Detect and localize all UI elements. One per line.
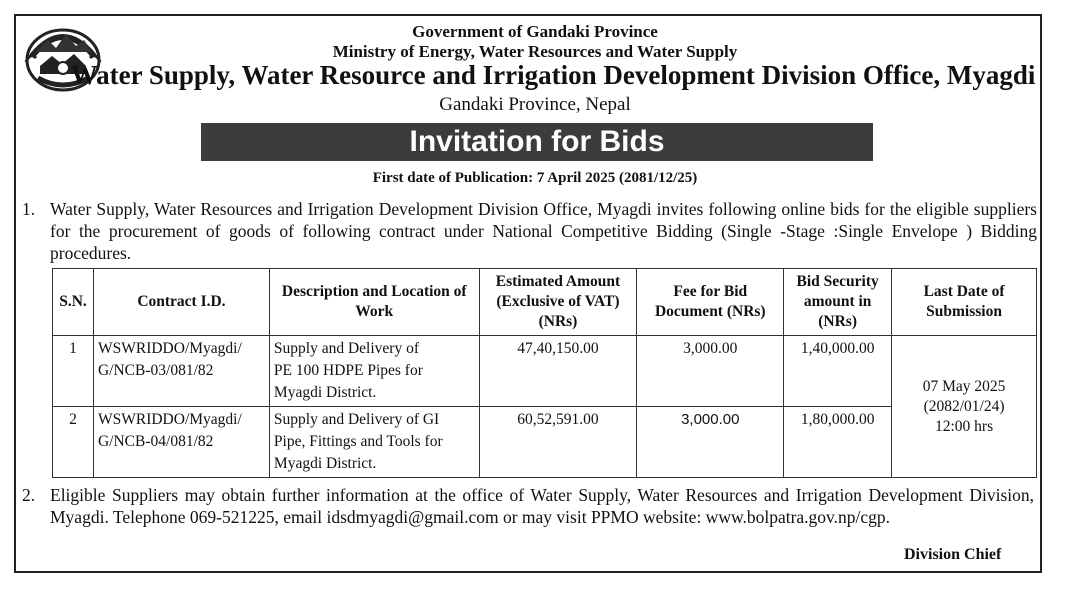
paragraph-text: Eligible Suppliers may obtain further information at the office of Water Supply, Water Resources and Irrigation Development Division, Myagdi. Telephone 069-521225, email idsdmyagdi@gmail.com or may visit PPMO website: www.bolpatra.gov.np/cgp.: [50, 485, 1034, 527]
paragraph-number: 2.: [22, 485, 36, 505]
header-estimated-amount: Estimated Amount (Exclusive of VAT) (NRs): [479, 269, 637, 336]
cell-sn: 2: [53, 407, 94, 478]
signature: Division Chief: [904, 546, 1002, 563]
contract-id-line: G/NCB-04/081/82: [97, 433, 214, 450]
paragraph-number: 1.: [22, 199, 36, 219]
bids-table: [52, 268, 1037, 478]
description-line: PE 100 HDPE Pipes for: [273, 362, 423, 379]
contract-id-line: G/NCB-03/081/82: [97, 362, 214, 379]
cell-sn: 1: [53, 336, 94, 407]
paragraph-text: Water Supply, Water Resources and Irrigation Development Division Office, Myagdi invites following online bids for the eligible suppliers for the procurement of goods of following contract under National Competitive Bidding (Single -Stage :Single Envelope ) Bidding procedures.: [50, 199, 1037, 263]
header-fee: Fee for Bid Document (NRs): [637, 269, 784, 336]
header-contract-id: Contract I.D.: [93, 269, 269, 336]
contract-id-line: WSWRIDDO/Myagdi/: [97, 340, 242, 357]
header-bid-security: Bid Security amount in (NRs): [784, 269, 892, 336]
description-line: Supply and Delivery of GI: [273, 411, 440, 428]
table-header-row: [53, 269, 1037, 336]
last-date-line: 12:00 hrs: [934, 417, 994, 435]
description-line: Myagdi District.: [273, 455, 377, 472]
publication-date: First date of Publication: 7 April 2025 (2081/12/25): [372, 170, 698, 186]
header-last-date: Last Date of Submission: [892, 269, 1037, 336]
header-sn: S.N.: [53, 269, 94, 336]
description-line: Supply and Delivery of: [273, 340, 419, 357]
table-row: [53, 336, 1037, 407]
description-line: Pipe, Fittings and Tools for: [273, 433, 443, 450]
cell-description: [269, 407, 479, 478]
paragraph-2: [22, 484, 1034, 528]
header-description: Description and Location of Work: [269, 269, 479, 336]
office-heading: Water Supply, Water Resource and Irrigation Development Division Office, Myagdi: [70, 60, 1036, 90]
invitation-banner: Invitation for Bids: [201, 123, 873, 161]
cell-estimated-amount: 60,52,591.00: [479, 407, 637, 478]
cell-estimated-amount: 47,40,150.00: [479, 336, 637, 407]
government-heading: Government of Gandaki Province: [412, 22, 658, 41]
cell-fee: 3,000.00: [637, 336, 784, 407]
cell-contract-id: [93, 336, 269, 407]
ministry-heading: Ministry of Energy, Water Resources and Water Supply: [332, 42, 738, 61]
description-line: Myagdi District.: [273, 384, 377, 401]
table-row: [53, 407, 1037, 478]
location-heading: Gandaki Province, Nepal: [439, 94, 631, 115]
cell-contract-id: [93, 407, 269, 478]
cell-last-date: [892, 336, 1037, 478]
cell-description: [269, 336, 479, 407]
last-date-line: 07 May 2025: [922, 377, 1006, 395]
cell-bid-security: 1,80,000.00: [784, 407, 892, 478]
contract-id-line: WSWRIDDO/Myagdi/: [97, 411, 242, 428]
cell-bid-security: 1,40,000.00: [784, 336, 892, 407]
cell-fee: 3,000.00: [637, 407, 784, 478]
paragraph-1: [22, 198, 1037, 264]
last-date-line: (2082/01/24): [923, 397, 1005, 415]
